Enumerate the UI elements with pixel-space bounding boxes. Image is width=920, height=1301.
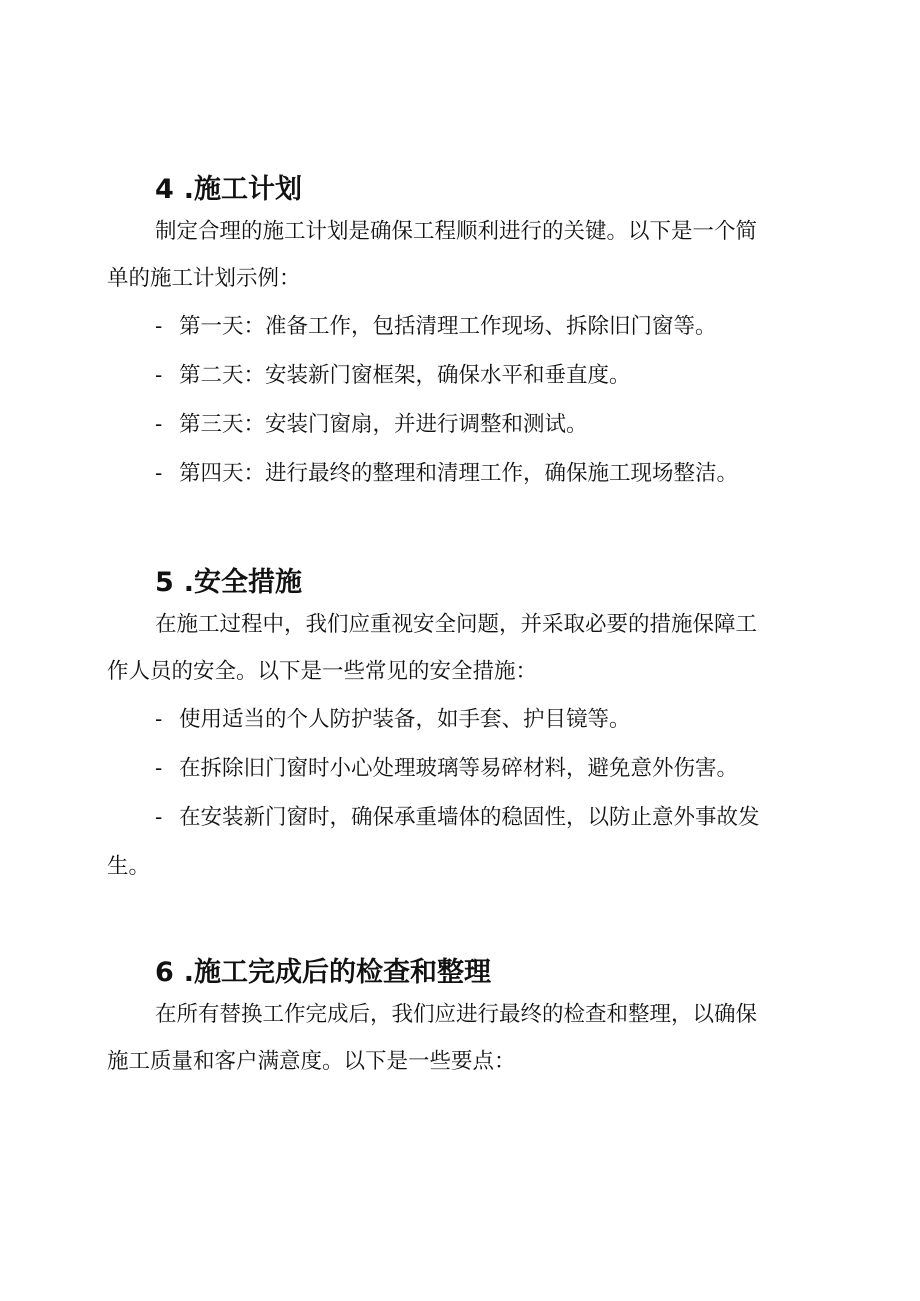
section-number: 5 xyxy=(155,567,174,598)
list-item-text: 第二天：安装新门窗框架，确保水平和垂直度。 xyxy=(179,363,631,388)
section-safety-measures xyxy=(107,565,805,891)
bullet-dash: - xyxy=(155,461,163,486)
list-item-text: 在安装新门窗时，确保承重墙体的稳固性，以防止意外事故发 xyxy=(179,805,760,830)
bullet-dash: - xyxy=(155,805,163,830)
section-title: .安全措施 xyxy=(183,567,303,598)
section-intro xyxy=(107,991,805,1085)
list-item xyxy=(155,793,805,842)
section-construction-plan xyxy=(107,172,805,498)
intro-line: 单的施工计划示例： xyxy=(107,266,301,291)
list-item-text: 生。 xyxy=(107,854,151,879)
intro-line: 制定合理的施工计划是确保工程顺利进行的关键。以下是一个简 xyxy=(155,219,758,244)
section-number: 4 xyxy=(155,174,174,205)
section-intro xyxy=(107,601,805,695)
list-item-text: 在拆除旧门窗时小心处理玻璃等易碎材料，避免意外伤害。 xyxy=(179,756,739,781)
intro-line: 在施工过程中，我们应重视安全问题，并采取必要的措施保障工 xyxy=(155,612,758,637)
section-heading xyxy=(155,172,805,208)
list-item xyxy=(155,695,805,744)
section-heading xyxy=(155,565,805,601)
section-number: 6 xyxy=(155,957,174,988)
list-item xyxy=(155,400,805,449)
section-title: .施工计划 xyxy=(183,174,303,205)
intro-line: 在所有替换工作完成后，我们应进行最终的检查和整理，以确保 xyxy=(155,1002,758,1027)
bullet-dash: - xyxy=(155,412,163,437)
bullet-dash: - xyxy=(155,707,163,732)
list-item xyxy=(155,744,805,793)
bullet-dash: - xyxy=(155,756,163,781)
list-item-text: 第三天：安装门窗扇，并进行调整和测试。 xyxy=(179,412,588,437)
list-item-continuation xyxy=(107,842,805,891)
section-final-inspection xyxy=(107,955,805,1085)
bullet-dash: - xyxy=(155,363,163,388)
list-item xyxy=(155,302,805,351)
intro-line: 施工质量和客户满意度。以下是一些要点： xyxy=(107,1049,516,1074)
section-intro xyxy=(107,208,805,302)
list-item-text: 第四天：进行最终的整理和清理工作，确保施工现场整洁。 xyxy=(179,461,739,486)
list-item-text: 第一天：准备工作，包括清理工作现场、拆除旧门窗等。 xyxy=(179,314,717,339)
section-heading xyxy=(155,955,805,991)
intro-line: 作人员的安全。以下是一些常见的安全措施： xyxy=(107,659,538,684)
list-item-text: 使用适当的个人防护装备，如手套、护目镜等。 xyxy=(179,707,631,732)
list-item xyxy=(155,449,805,498)
section-title: .施工完成后的检查和整理 xyxy=(183,957,492,988)
list-item xyxy=(155,351,805,400)
bullet-dash: - xyxy=(155,314,163,339)
